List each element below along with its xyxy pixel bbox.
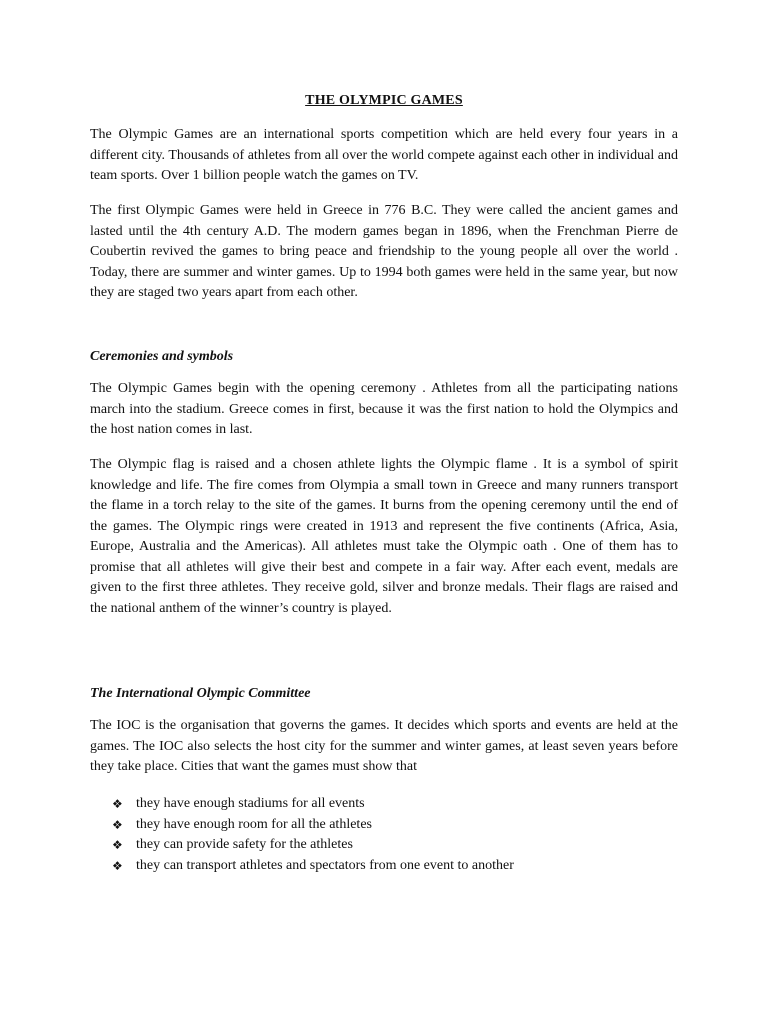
list-item-text: they have enough room for all the athletes [136,816,372,832]
diamond-bullet-icon: ❖ [112,817,123,832]
list-item [112,835,514,856]
list-item [112,815,514,836]
list-item-text: they can transport athletes and spectators from one event to another [136,857,514,873]
diamond-bullet-icon: ❖ [112,838,123,852]
paragraph-ioc: The IOC is the organisation that governs the games. It decides which sports and events are held at the games. The IOC also selects the host city for the summer and winter games, at least seven years before they take place. Cities that want the games must show that [90,718,678,774]
paragraph-opening-ceremony: The Olympic Games begin with the opening ceremony . Athletes from all the participating nations march into the stadium. Greece comes in first, because it was the first nation to hold the Olympics and the host nation comes in last. [90,381,678,437]
list-item-text: they can provide safety for the athletes [136,837,353,852]
list-item [112,794,514,815]
paragraph-intro: The Olympic Games are an international sports competition which are held every four years in a different city. Thousands of athletes from all over the world compete against each other in individual and team sports. Over 1 billion people watch the games on TV. [90,127,678,183]
diamond-bullet-icon: ❖ [112,797,123,811]
paragraph-history: The first Olympic Games were held in Greece in 776 B.C. They were called the ancient games and lasted until the 4th century A.D. The modern games began in 1896, when the Frenchman Pierre de Coubertin revived the games to bring peace and friendship to the young people all over the world . Today, there are summer and winter games. Up to 1994 both games were held in the same year, but now they are staged two years apart from each other. [90,203,678,300]
list-item [112,856,514,877]
document-title: THE OLYMPIC GAMES [305,93,463,108]
list-item-text: they have enough stadiums for all events [136,796,365,811]
heading-ioc: The International Olympic Committee [90,686,311,701]
requirements-list [112,794,514,876]
heading-ceremonies: Ceremonies and symbols [90,349,234,364]
diamond-bullet-icon: ❖ [112,858,123,873]
paragraph-flag-and-flame: The Olympic flag is raised and a chosen athlete lights the Olympic flame . It is a symbol of spirit knowledge and life. The fire comes from Olympia a small town in Greece and many runners transport the flame in a torch relay to the site of the games. It burns from the opening ceremony until the end of the games. The Olympic rings were created in 1913 and represent the five continents (Africa, Asia, Europe, Australia and the Americas). All athletes must take the Olympic oath . One of them has to promise that all athletes will give their best and compete in a fair way. After each event, medals are given to the first three athletes. They receive gold, silver and bronze medals. Their flags are raised and the national anthem of the winner’s country is played. [90,457,678,616]
